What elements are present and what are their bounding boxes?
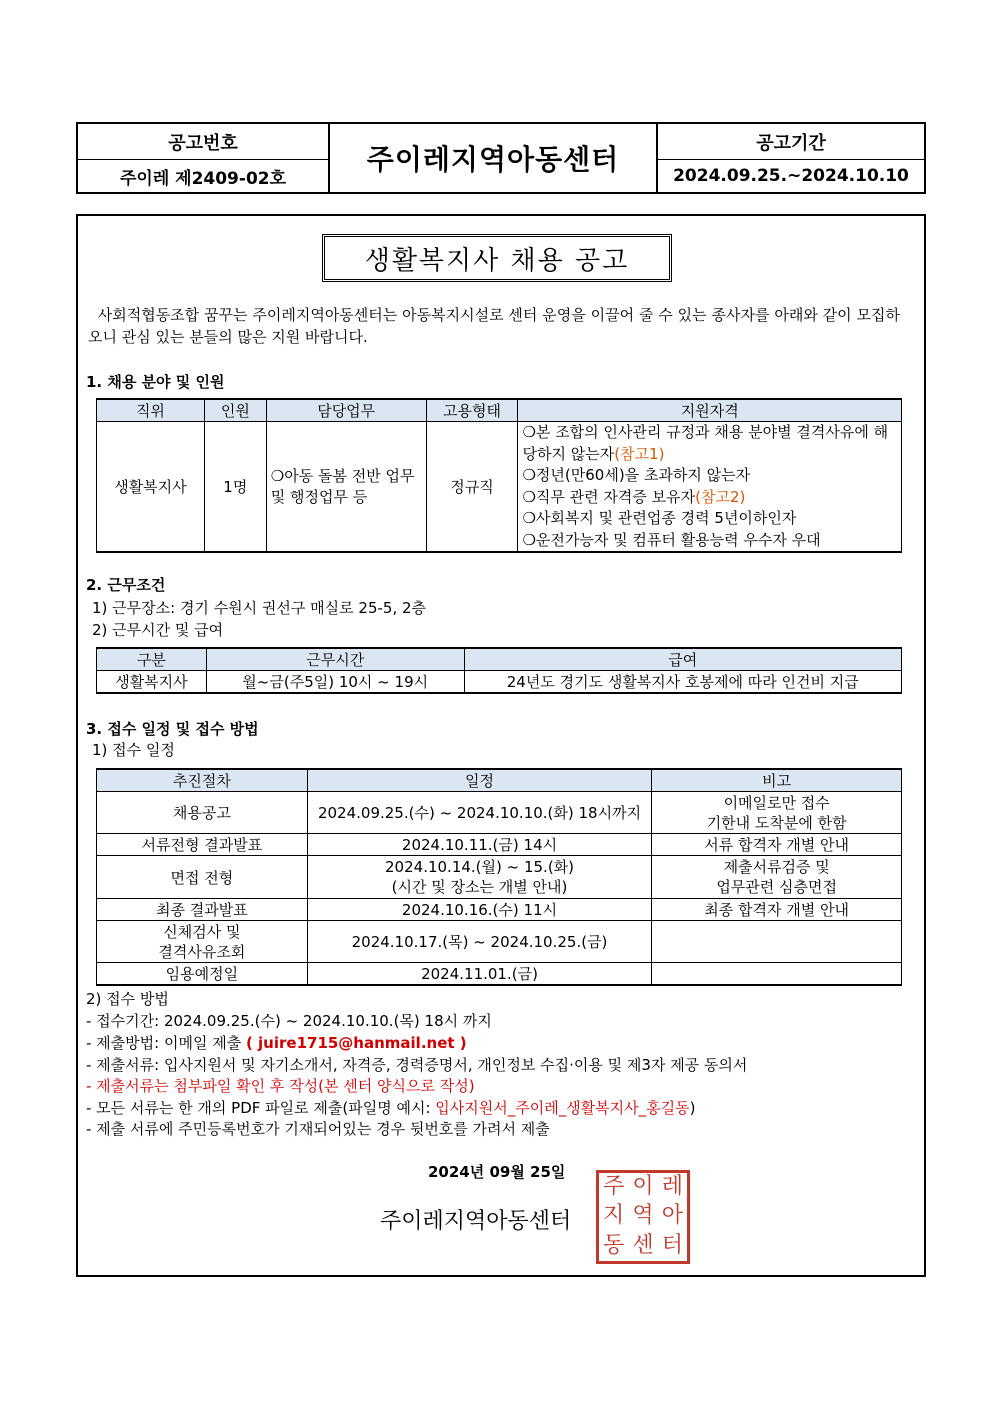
work-position-cell: 생활복지사 bbox=[97, 671, 207, 694]
col-note: 비고 bbox=[652, 769, 902, 792]
schedule-label: 1) 접수 일정 bbox=[92, 741, 175, 759]
method-period: - 접수기간: 2024.09.25.(수) ~ 2024.10.10.(목) 18시 까지 bbox=[86, 1012, 492, 1030]
seal-char: 이 bbox=[632, 1174, 654, 1199]
employment-cell: 정규직 bbox=[426, 422, 518, 553]
seal-char: 동 bbox=[603, 1232, 625, 1258]
col-category: 구분 bbox=[97, 648, 207, 671]
qualification-cell bbox=[518, 422, 902, 553]
page-title: 생활복지사 채용 공고 bbox=[322, 234, 672, 282]
notice-no-value: 주이레 제2409-02호 bbox=[78, 160, 330, 192]
col-pay: 급여 bbox=[464, 648, 901, 671]
recruit-table bbox=[96, 398, 902, 553]
method-pdf: - 모든 서류는 한 개의 PDF 파일로 제출(파일명 예시: 입사지원서_주이레_생활복지사_홍길동) bbox=[86, 1099, 696, 1117]
work-table bbox=[96, 647, 902, 694]
col-step: 추진절차 bbox=[97, 769, 308, 792]
method-id-note: - 제출 서류에 주민등록번호가 기재되어있는 경우 뒷번호를 가려서 제출 bbox=[86, 1120, 550, 1138]
notice-header bbox=[76, 122, 926, 194]
table-row: 최종 결과발표 2024.10.16.(수) 11시 최종 합격자 개별 안내 bbox=[97, 899, 902, 921]
notice-body bbox=[76, 214, 926, 1277]
org-name: 주이레지역아동센터 bbox=[330, 124, 658, 192]
method-label: 2) 접수 방법 bbox=[86, 990, 169, 1008]
email-link[interactable]: ( juire1715@hanmail.net ) bbox=[245, 1034, 467, 1052]
col-date: 일정 bbox=[307, 769, 652, 792]
intro-text: 사회적협동조합 꿈꾸는 주이레지역아동센터는 아동복지시설로 센터 운영을 이끌어 줄 수 있는 종사자를 아래와 같이 모집하오니 관심 있는 분들의 많은 지원 바랍니다. bbox=[88, 306, 900, 346]
table-row: 면접 전형 2024.10.14.(월) ~ 15.(화) (시간 및 장소는 개별 안내) 제출서류검증 및 업무관련 심층면접 bbox=[97, 856, 902, 899]
seal-char: 주 bbox=[603, 1174, 625, 1199]
official-seal bbox=[596, 1170, 690, 1264]
table-row: 채용공고 2024.09.25.(수) ~ 2024.10.10.(화) 18시까지 이메일로만 접수 기한내 도착분에 한함 bbox=[97, 792, 902, 834]
seal-char: 역 bbox=[632, 1203, 654, 1229]
duty-cell: ❍아동 돌봄 전반 업무 및 행정업무 등 bbox=[266, 422, 426, 553]
table-row: 서류전형 결과발표 2024.10.11.(금) 14시 서류 합격자 개별 안내 bbox=[97, 834, 902, 856]
method-submit: - 제출방법: 이메일 제출 ( juire1715@hanmail.net ) bbox=[86, 1034, 467, 1052]
pay-cell: 24년도 경기도 생활복지사 호봉제에 따라 인건비 지급 bbox=[464, 671, 901, 694]
qual-item: ❍본 조합의 인사관리 규정과 채용 분야별 결격사유에 해당하지 않는자(참고1) bbox=[522, 423, 889, 463]
col-work-time: 근무시간 bbox=[206, 648, 464, 671]
col-count: 인원 bbox=[204, 399, 266, 422]
section1-heading: 1. 채용 분야 및 인원 bbox=[86, 373, 225, 391]
work-time-cell: 월~금(주5일) 10시 ~ 19시 bbox=[206, 671, 464, 694]
table-row: 임용예정일 2024.11.01.(금) bbox=[97, 963, 902, 986]
qual-item: ❍운전가능자 및 컴퓨터 활용능력 우수자 우대 bbox=[522, 530, 821, 549]
position-cell: 생활복지사 bbox=[97, 422, 205, 553]
method-documents: - 제출서류: 입사지원서 및 자기소개서, 자격증, 경력증명서, 개인정보 수집·이용 및 제3자 제공 동의서 bbox=[86, 1056, 748, 1074]
seal-char: 지 bbox=[603, 1203, 625, 1229]
table-row: 신체검사 및 결격사유조회 2024.10.17.(목) ~ 2024.10.25.(금) bbox=[97, 921, 902, 963]
seal-char: 레 bbox=[661, 1174, 683, 1199]
work-time-pay-label: 2) 근무시간 및 급여 bbox=[92, 621, 224, 639]
period-label: 공고기간 bbox=[658, 124, 924, 160]
col-position: 직위 bbox=[97, 399, 205, 422]
footer-org: 주이레지역아동센터 bbox=[380, 1209, 572, 1234]
qual-item: ❍사회복지 및 관련업종 경력 5년이하인자 bbox=[522, 509, 797, 527]
col-qualification: 지원자격 bbox=[518, 399, 902, 422]
work-place: 1) 근무장소: 경기 수원시 권선구 매실로 25-5, 2층 bbox=[92, 599, 427, 617]
method-form-note: - 제출서류는 첨부파일 확인 후 작성(본 센터 양식으로 작성) bbox=[86, 1077, 475, 1095]
count-cell: 1명 bbox=[204, 422, 266, 553]
seal-char: 아 bbox=[661, 1203, 683, 1229]
col-employment: 고용형태 bbox=[426, 399, 518, 422]
schedule-table bbox=[96, 768, 902, 986]
col-duty: 담당업무 bbox=[266, 399, 426, 422]
qual-item: ❍정년(만60세)을 초과하지 않는자 bbox=[522, 466, 751, 484]
period-value: 2024.09.25.~2024.10.10 bbox=[673, 166, 909, 186]
notice-no-label: 공고번호 bbox=[78, 124, 330, 160]
section3-heading: 3. 접수 일정 및 접수 방법 bbox=[86, 720, 259, 738]
section2-heading: 2. 근무조건 bbox=[86, 576, 166, 594]
seal-char: 센 bbox=[632, 1232, 654, 1258]
seal-char: 터 bbox=[661, 1232, 683, 1258]
notice-date: 2024년 09월 25일 bbox=[428, 1163, 566, 1181]
qual-item: ❍직무 관련 자격증 보유자(참고2) bbox=[522, 487, 746, 506]
